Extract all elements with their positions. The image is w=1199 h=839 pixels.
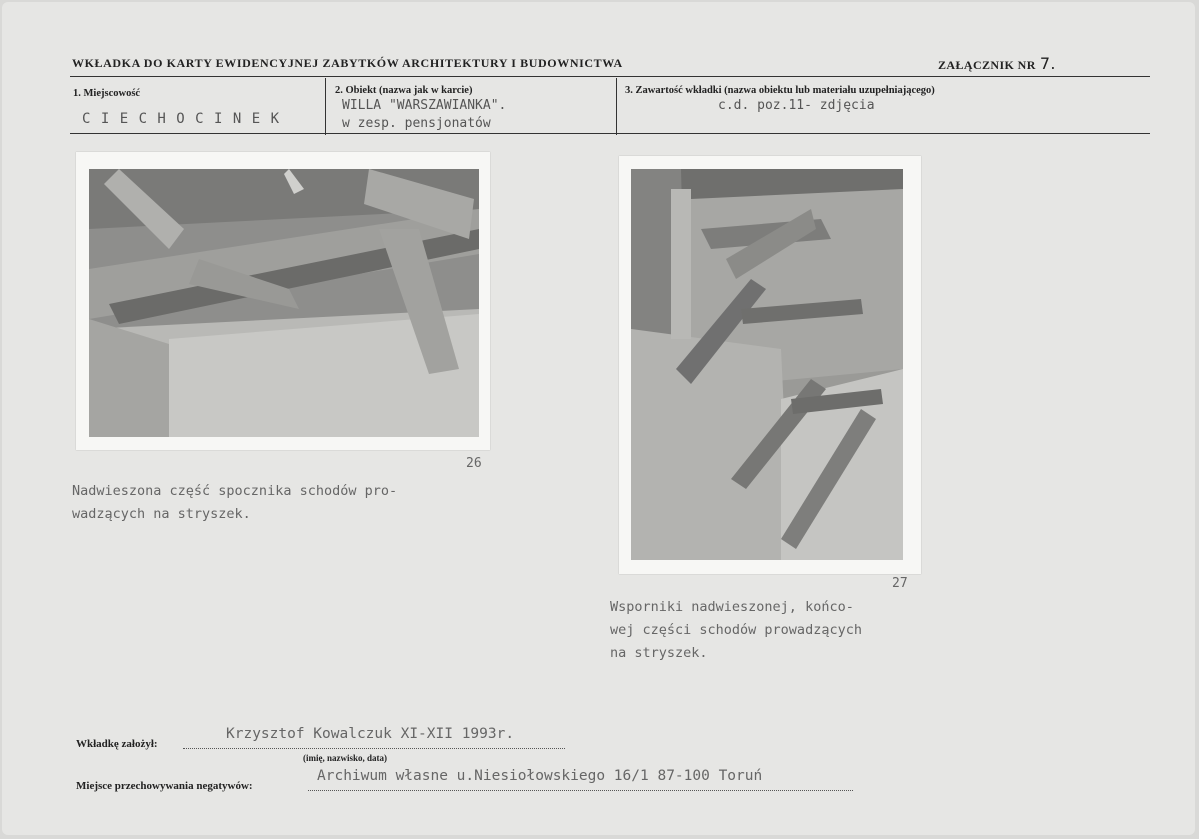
- author-value: Krzysztof Kowalczuk XI-XII 1993r.: [226, 726, 515, 742]
- annex-number: [938, 54, 1056, 73]
- negatives-value: Archiwum własne u.Niesiołowskiego 16/1 87-100 Toruń: [317, 768, 763, 784]
- author-label: Wkładkę założył:: [76, 738, 158, 750]
- place-value: C I E C H O C I N E K: [82, 111, 281, 127]
- content-value: c.d. poz.11- zdjęcia: [718, 98, 875, 113]
- field-divider-2: [616, 78, 617, 135]
- negatives-label: Miejsce przechowywania negatywów:: [76, 780, 253, 792]
- photo-26-caption: [72, 480, 397, 526]
- photo-27-caption-line3: na stryszek.: [610, 645, 708, 661]
- photo-27-number: 27: [892, 576, 908, 591]
- author-line: [183, 748, 565, 749]
- photo-26-caption-line2: wadzących na stryszek.: [72, 506, 251, 522]
- photo-26: [76, 152, 490, 450]
- photo-27-caption-line2: wej części schodów prowadzących: [610, 622, 862, 638]
- annex-label: ZAŁĄCZNIK NR: [938, 58, 1036, 72]
- object-value-line1: WILLA "WARSZAWIANKA".: [342, 98, 507, 113]
- photo-27-caption: [610, 596, 862, 665]
- photo-26-image: [89, 169, 479, 437]
- object-value-line2: w zesp. pensjonatów: [342, 116, 491, 131]
- form-title: WKŁADKA DO KARTY EWIDENCYJNEJ ZABYTKÓW ARCHITEKTURY I BUDOWNICTWA: [72, 56, 623, 70]
- photo-26-number: 26: [466, 456, 482, 471]
- header-rule-bottom: [70, 133, 1150, 134]
- content-label: 3. Zawartość wkładki (nazwa obiektu lub materiału uzupełniającego): [625, 85, 935, 96]
- photo-27: [619, 156, 921, 574]
- negatives-line: [308, 790, 853, 791]
- field-divider-1: [325, 78, 326, 135]
- annex-value: 7.: [1039, 54, 1056, 73]
- photo-26-caption-line1: Nadwieszona część spocznika schodów pro-: [72, 483, 398, 499]
- author-hint: (imię, nazwisko, data): [303, 753, 387, 763]
- place-label: 1. Miejscowość: [73, 88, 141, 99]
- object-label: 2. Obiekt (nazwa jak w karcie): [335, 85, 473, 96]
- photo-27-caption-line1: Wsporniki nadwieszonej, końco-: [610, 599, 854, 615]
- header-rule-top: [70, 76, 1150, 77]
- photo-27-image: [631, 169, 903, 560]
